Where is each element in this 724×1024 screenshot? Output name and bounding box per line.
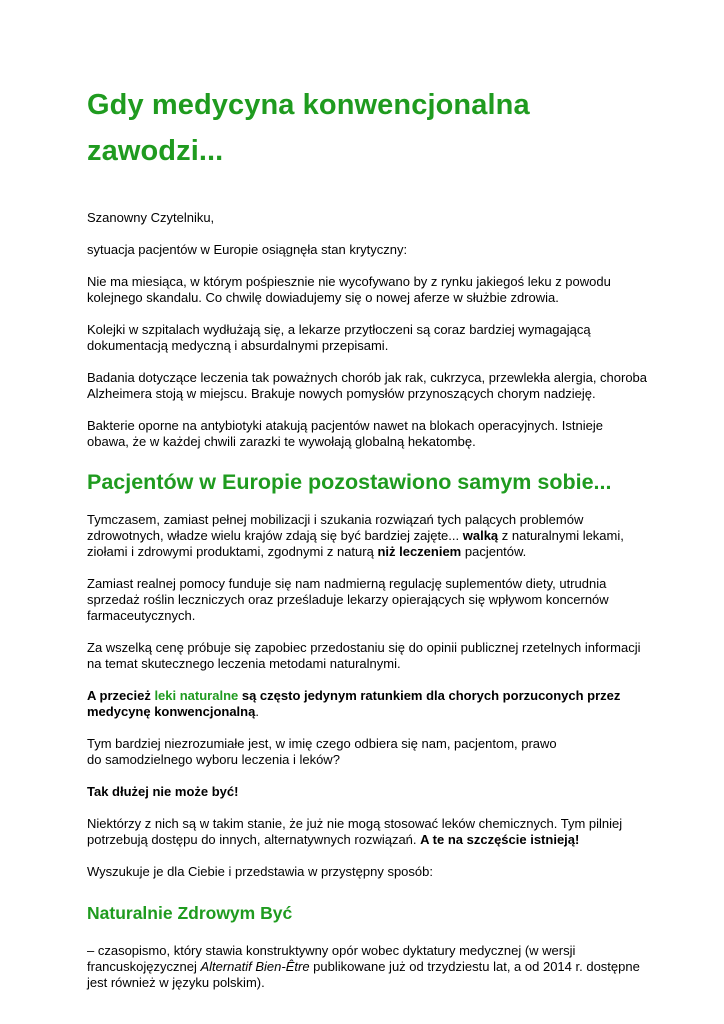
intro-paragraph-4: Badania dotyczące leczenia tak poważnych chorób jak rak, cukrzyca, przewlekła alergia, choroba Alzheimera stoją w miejscu. Brakuje nowych pomysłów przynoszących chorym nadzieję. [87,370,648,401]
text-run: do samodzielnego wyboru leczenia i leków? [87,752,340,767]
intro-paragraph-3: Kolejki w szpitalach wydłużają się, a lekarze przytłoczeni są coraz bardziej wymagającą dokumentacją medyczną i absurdalnymi przepisami. [87,322,591,353]
bold-run-exist: A te na szczęście istnieją! [420,832,580,847]
text-run: A przecież [87,688,155,703]
text-run: publikowane już od trzydziestu lat, a od 2014 r. dostępne jest również w języku polskim). [87,959,640,990]
highlight-natural-remedies: leki naturalne [154,688,239,703]
bold-run-treatment: niż leczeniem [377,544,462,559]
section1-paragraph-4 [87,688,647,720]
text-run: Niektórzy z nich są w takim stanie, że już nie mogą stosować leków chemicznych. Tym pilniej potrzebują dostępu do innych, alternatywnych rozwiązań. [87,816,623,847]
section1-paragraph-1 [87,512,647,560]
intro-paragraph-1: sytuacja pacjentów w Europie osiągnęła stan krytyczny: [87,242,408,257]
page-title [87,82,647,174]
intro-paragraph-5: Bakterie oporne na antybiotyki atakują pacjentów nawet na blokach operacyjnych. Istnieje obawa, że w każdej chwili zarazki te wywołają globalną hekatombę. [87,418,603,449]
section1-paragraph-2: Zamiast realnej pomocy funduje się nam nadmierną regulację suplementów diety, utrudnia sprzedaż roślin leczniczych oraz prześladuje lekarzy opierających się wpływom koncernów farmaceutycznych. [87,576,609,623]
section2-paragraph-1 [87,943,647,991]
text-run: Tymczasem, zamiast pełnej mobilizacji i szukania rozwiązań tych palących problemów zdrowotnych, władze wielu krajów zdają się być bardziej zajęte... [87,512,584,543]
bold-run-fight: walką [462,528,499,543]
text-run: . [255,704,259,719]
text-run: – czasopismo, który stawia konstruktywny opór wobec dyktatury medycznej (w wersji francuskojęzycznej [87,943,576,974]
section-heading-magazine: Naturalnie Zdrowym Być [87,903,293,923]
article-body [87,82,647,991]
italic-run-magazine-name: Alternatif Bien-Être [200,959,310,974]
text-run: Tym bardziej niezrozumiałe jest, w imię czego odbiera się nam, pacjentom, prawo [87,736,557,751]
greeting: Szanowny Czytelniku, [87,210,215,225]
text-run: z naturalnymi lekami, ziołami i zdrowymi produktami, zgodnymi z naturą [87,528,624,559]
section1-paragraph-3: Za wszelką cenę próbuje się zapobiec przedostaniu się do opinii publicznej rzetelnych informacji na temat skutecznego leczenia metodami naturalnymi. [87,640,641,671]
section1-paragraph-7 [87,816,647,848]
section1-paragraph-5 [87,736,647,768]
section1-paragraph-8: Wyszukuje je dla Ciebie i przedstawia w przystępny sposób: [87,864,433,879]
section-heading-patients: Pacjentów w Europie pozostawiono samym sobie... [87,470,612,494]
title-line-2: zawodzi... [87,135,224,167]
text-run: są często jedynym ratunkiem dla chorych porzuconych przez medycynę konwencjonalną [87,688,621,719]
text-run: pacjentów. [461,544,527,559]
title-line-1: Gdy medycyna konwencjonalna [87,89,530,121]
intro-paragraph-2: Nie ma miesiąca, w którym pośpiesznie nie wycofywano by z rynku jakiegoś leku z powodu kolejnego skandalu. Co chwilę dowiadujemy się o nowej aferze w służbie zdrowia. [87,274,611,305]
section1-paragraph-6: Tak dłużej nie może być! [87,784,239,799]
